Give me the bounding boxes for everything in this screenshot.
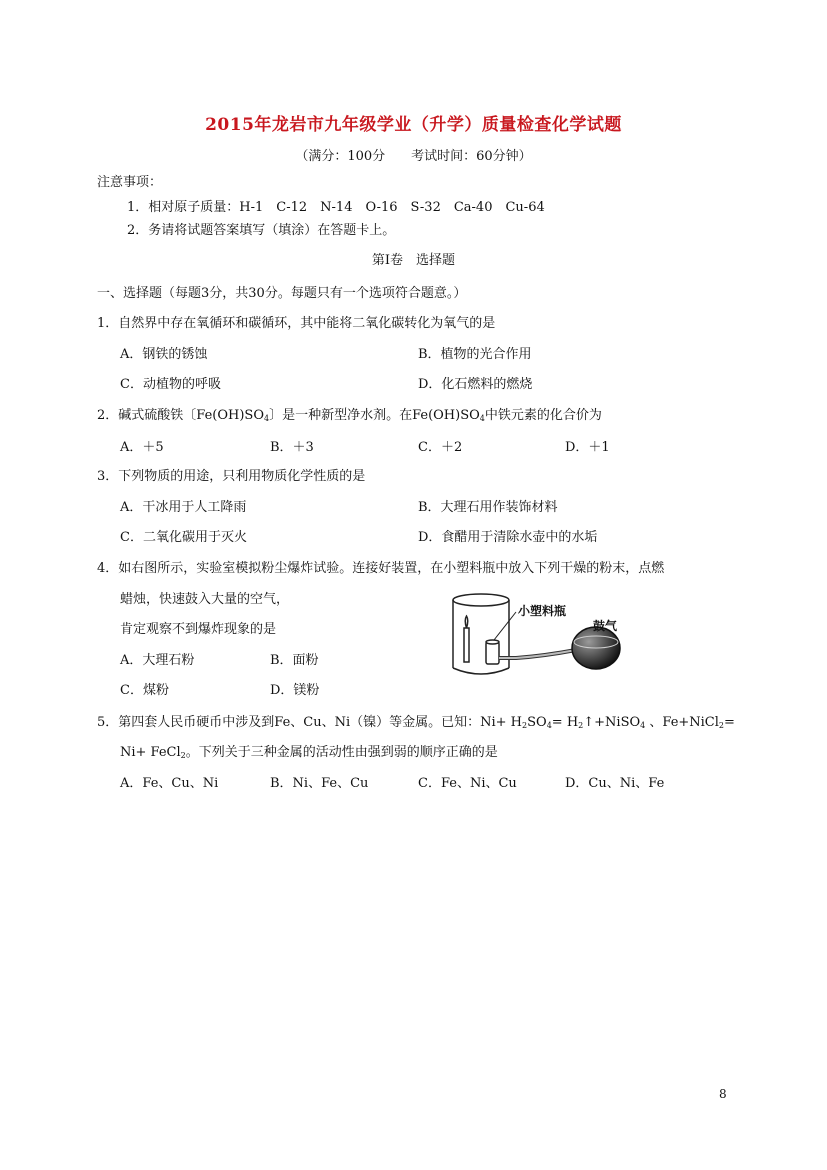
q3-option-b: B．大理石用作装饰材料 (418, 500, 558, 515)
q4-stem-line3: 肯定观察不到爆炸现象的是 (120, 622, 277, 637)
q2-option-b: B．＋3 (270, 440, 314, 455)
note-answer-sheet: 2．务请将试题答案填写（填涂）在答题卡上。 (127, 223, 396, 238)
q1-option-c: C．动植物的呼吸 (120, 377, 221, 392)
q5-stem-line1: 5．第四套人民币硬币中涉及到Fe、Cu、Ni（镍）等金属。已知：$Ni+ H_2SO_4=$ $H_2↑+NiSO_4$ 、Fe+NiCl$_2$= (97, 715, 735, 730)
q5-stem-line2: Ni+ FeCl$_2$。下列关于三种金属的活动性由强到弱的顺序正确的是 (120, 745, 498, 760)
q1-option-a: A．钢铁的锈蚀 (120, 347, 208, 362)
figure-label-bulb: 鼓气 (593, 619, 618, 633)
q4-stem-line2: 蜡烛，快速鼓入大量的空气， (120, 592, 290, 607)
q2-option-c: C．＋2 (418, 440, 463, 455)
part1-heading: 一、选择题（每题3分，共30分。每题只有一个选项符合题意。） (97, 286, 467, 301)
page-number: 8 (719, 1087, 727, 1101)
section-title: 第Ⅰ卷 选择题 (371, 253, 456, 268)
q4-stem-line1: 4．如右图所示，实验室模拟粉尘爆炸试验。连接好装置，在小塑料瓶中放入下列干燥的粉末，点燃 (97, 561, 665, 576)
q5-option-a: A．Fe、Cu、Ni (120, 776, 219, 791)
q2-stem: 2．碱式硫酸铁〔$Fe(OH)SO_4$〕是一种新型净水剂。在$Fe(OH)SO_4$中铁元素的化合价为 (97, 408, 602, 423)
q4-option-a: A．大理石粉 (120, 653, 195, 668)
q5-option-c: C．Fe、Ni、Cu (418, 776, 517, 791)
exam-info: （满分：100分 考试时间：60分钟） (295, 149, 532, 164)
q1-option-d: D．化石燃料的燃烧 (418, 377, 533, 392)
q3-option-d: D．食醋用于清除水壶中的水垢 (418, 530, 598, 545)
q4-option-c: C．煤粉 (120, 683, 169, 698)
q5-option-b: B．Ni、Fe、Cu (270, 776, 369, 791)
q4-option-b: B．面粉 (270, 653, 319, 668)
q1-option-b: B．植物的光合作用 (418, 347, 532, 362)
figure-label-bottle: 小塑料瓶 (518, 604, 567, 618)
q5-option-d: D．Cu、Ni、Fe (565, 776, 665, 791)
q3-option-c: C．二氧化碳用于灭火 (120, 530, 247, 545)
q2-option-a: A．＋5 (120, 440, 164, 455)
page-title: 2015年龙岩市九年级学业（升学）质量检查化学试题 (205, 115, 622, 135)
q2-option-d: D．＋1 (565, 440, 610, 455)
q3-option-a: A．干冰用于人工降雨 (120, 500, 247, 515)
notes-heading: 注意事项： (97, 175, 163, 190)
q4-option-d: D．镁粉 (270, 683, 320, 698)
note-atomic-masses: 1．相对原子质量：H-1 C-12 N-14 O-16 S-32 Ca-40 Cu-64 (127, 200, 545, 215)
q1-stem: 1．自然界中存在氧循环和碳循环，其中能将二氧化碳转化为氧气的是 (97, 316, 496, 331)
q3-stem: 3．下列物质的用途，只利用物质化学性质的是 (97, 469, 366, 484)
